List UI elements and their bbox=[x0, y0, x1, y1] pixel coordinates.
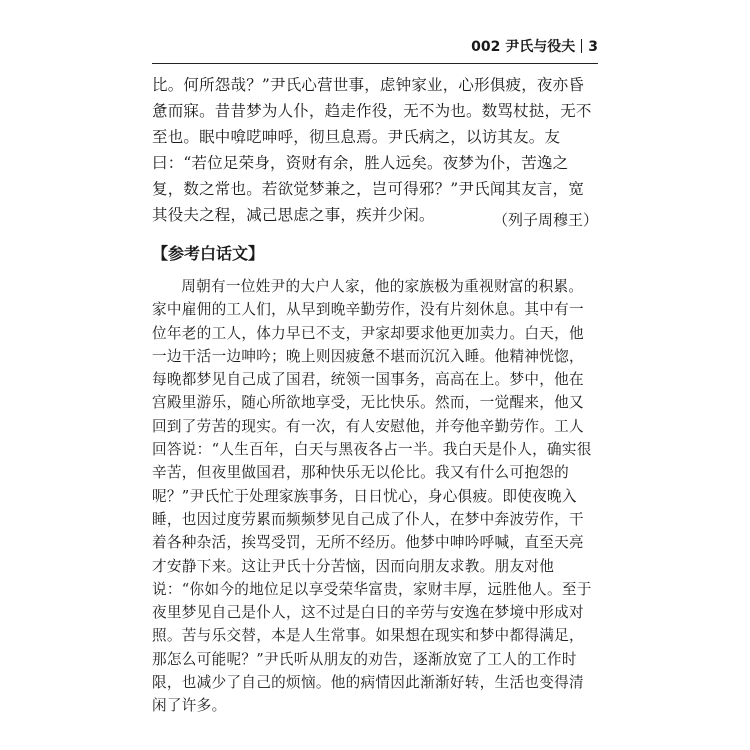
section-title: 【参考白话文】 bbox=[152, 244, 265, 263]
modern-translation bbox=[152, 275, 598, 718]
page-number: 3 bbox=[588, 39, 598, 55]
header-divider bbox=[581, 39, 582, 53]
source-citation: （列子周穆王） bbox=[492, 211, 598, 229]
classical-paragraph: 比。何所怨哉？”尹氏心营世事，虑钟家业，心形俱疲，夜亦昏惫而寐。昔昔梦为人仆，趋走作役，无不为也。数骂杖挞，无不至也。眠中啽呓呻呼，彻旦息焉。尹氏病之，以访其友。友曰：“若位足荣身，资财有余，胜人远矣。夜梦为仆，苦逸之复，数之常也。若欲觉梦兼之，岂可得邪？”尹氏闻其友言，宽其役夫之程，减己思虑之事，疾并少闲。 bbox=[152, 76, 592, 224]
classical-passage bbox=[152, 72, 598, 228]
header-text bbox=[471, 36, 598, 58]
running-header bbox=[0, 36, 598, 60]
header-rule bbox=[152, 63, 598, 64]
modern-paragraph: 周朝有一位姓尹的大户人家，他的家族极为重视财富的积累。家中雇佣的工人们，从早到晚辛勤劳作，没有片刻休息。其中有一位年老的工人，体力早已不支，尹家却要求他更加卖力。白天，他一边干活一边呻吟；晚上则因疲惫不堪而沉沉入睡。他精神恍惚，每晚都梦见自己成了国君，统领一国事务，高高在上。梦中，他在宫殿里游乐，随心所欲地享受，无比快乐。然而，一觉醒来，他又回到了劳苦的现实。有一次，有人安慰他，并夸他辛勤劳作。工人回答说：“人生百年，白天与黑夜各占一半。我白天是仆人，确实很辛苦，但夜里做国君，那种快乐无以伦比。我又有什么可抱怨的呢？”尹氏忙于处理家族事务，日日忧心，身心俱疲。即使夜晚入睡，也因过度劳累而频频梦见自己成了仆人，在梦中奔波劳作，干着各种杂活，挨骂受罚，无所不经历。他梦中呻吟呼喊，直至天亮才安静下来。这让尹氏十分苦恼，因而向朋友求教。朋友对他说：“你如今的地位足以享受荣华富贵，家财丰厚，远胜他人。至于夜里梦见自己是仆人，这不过是白日的辛劳与安逸在梦境中形成对照。苦与乐交替，本是人生常事。如果想在现实和梦中都得满足，那怎么可能呢？”尹氏听从朋友的劝告，逐渐放宽了工人的工作时限，也减少了自己的烦恼。他的病情因此渐渐好转，生活也变得清闲了许多。 bbox=[152, 278, 592, 715]
chapter-title: 002 尹氏与役夫 bbox=[471, 39, 576, 55]
